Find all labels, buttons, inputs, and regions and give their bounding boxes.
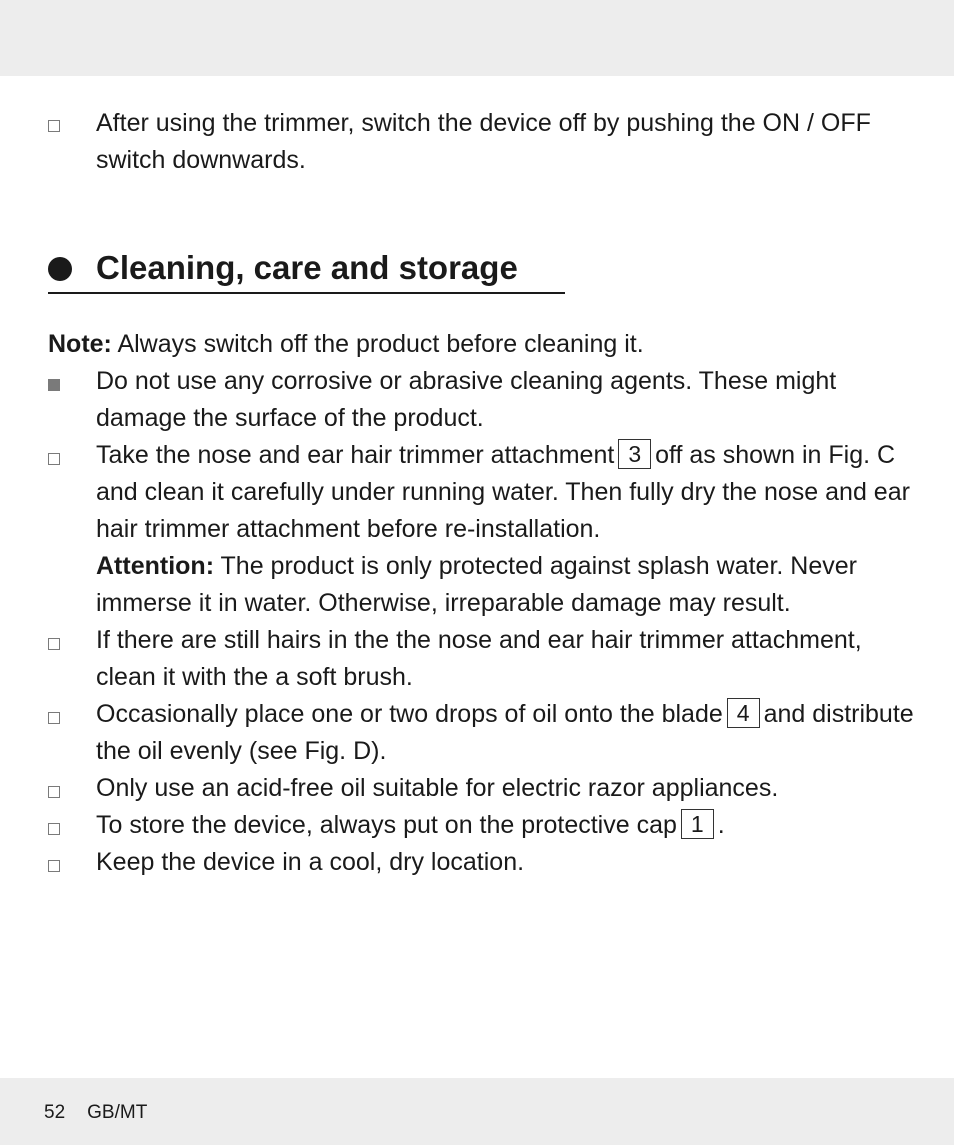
header-band <box>0 0 954 76</box>
note-label: Note: <box>48 330 112 358</box>
section-title: Cleaning, care and storage <box>96 249 518 286</box>
list-item-acid-free-oil: Only use an acid-free oil suitable for electric razor appliances. <box>96 774 779 802</box>
list-item-storage-location: Keep the device in a cool, dry location. <box>96 848 525 876</box>
list-item-attachment-cleaning <box>96 437 916 622</box>
open-square-bullet-icon <box>48 860 60 872</box>
heading-underline <box>48 292 565 294</box>
note-text: Always switch off the product before cleaning it. <box>111 330 644 358</box>
part-reference-box: 4 <box>727 698 760 728</box>
item-text-before: Take the nose and ear hair trimmer attachment <box>96 441 615 469</box>
filled-circle-bullet-icon <box>48 257 72 281</box>
locale-code: GB/MT <box>87 1102 148 1123</box>
item-text-after: and distribute the oil evenly (see Fig. D). <box>96 700 914 765</box>
item-text-before: To store the device, always put on the protective cap <box>96 811 677 839</box>
page-footer <box>44 1100 169 1126</box>
item-text-after: off as shown in Fig. C and clean it carefully under running water. Then fully dry the nose and ear hair trimmer attachment before re-installation. <box>96 441 910 543</box>
list-item-corrosive: Do not use any corrosive or abrasive cleaning agents. These might damage the surface of the product. <box>96 367 837 432</box>
part-reference-box: 3 <box>618 439 651 469</box>
attention-text: The product is only protected against splash water. Never immerse it in water. Otherwise, irreparable damage may result. <box>96 552 857 617</box>
open-square-bullet-icon <box>48 823 60 835</box>
attention-paragraph <box>96 548 916 622</box>
open-square-bullet-icon <box>48 120 60 132</box>
attention-label: Attention: <box>96 552 215 580</box>
note-paragraph <box>48 326 908 363</box>
list-item-brush: If there are still hairs in the the nose and ear hair trimmer attachment, clean it with the a soft brush. <box>96 626 862 691</box>
open-square-bullet-icon <box>48 786 60 798</box>
intro-list-item: After using the trimmer, switch the device off by pushing the ON / OFF switch downwards. <box>96 109 871 174</box>
filled-square-bullet-icon <box>48 379 60 391</box>
list-item-protective-cap <box>96 807 916 844</box>
list-item-oil-blade <box>96 696 916 770</box>
item-text-after: . <box>717 811 725 839</box>
open-square-bullet-icon <box>48 638 60 650</box>
item-text-before: Occasionally place one or two drops of oil onto the blade <box>96 700 723 728</box>
part-reference-box: 1 <box>681 809 714 839</box>
open-square-bullet-icon <box>48 712 60 724</box>
open-square-bullet-icon <box>48 453 60 465</box>
page-number: 52 <box>44 1102 66 1123</box>
